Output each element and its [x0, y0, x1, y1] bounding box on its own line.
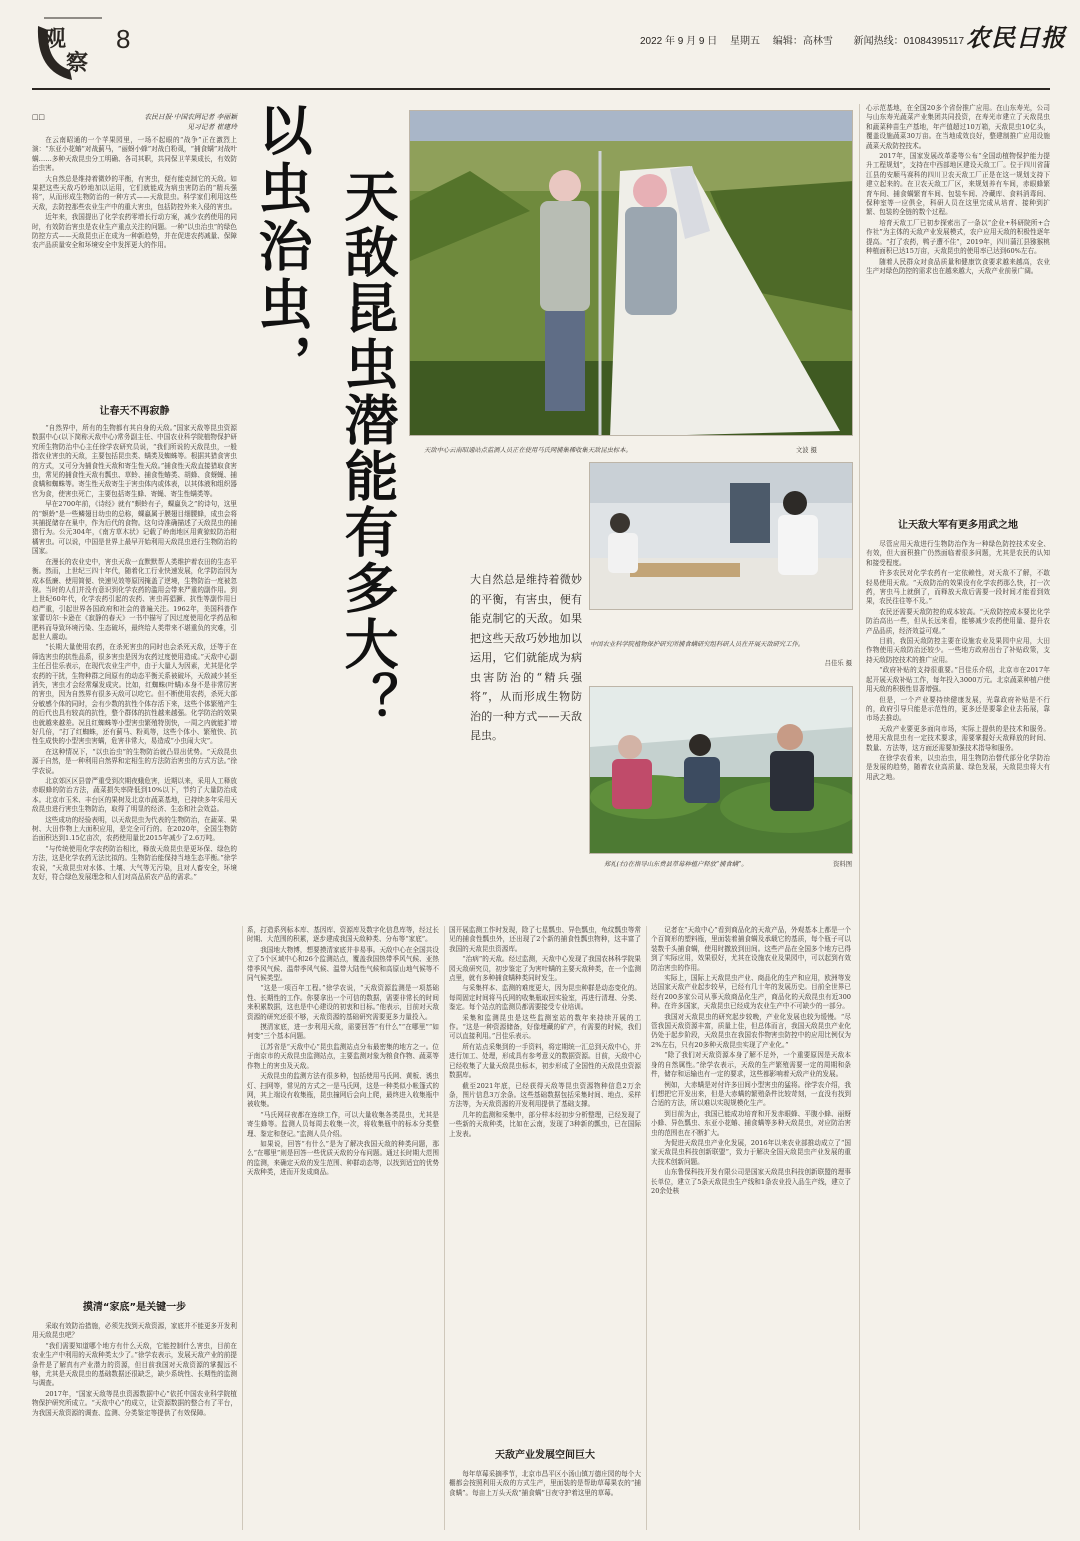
paragraph: 所有站点采集到的一手资料，将定期统一汇总到天敌中心，并进行加工、处理，形成具有参考意义的数据资源。目前，天敌中心已经收集了大量天敌昆虫标本，初步形成了全国性的天敌昆虫资源数据库。 — [449, 1042, 641, 1080]
paragraph: “与传统使用化学农药防治相比，释放天敌昆虫是更环保、绿色的方法，这是化学农药无法比拟的。生物防治能保持当地生态平衡。”徐学农说，“天敌昆虫对水体、土壤、大气等无污染，且对人畜安全，环境友好，符合绿色发展理念和人们对高品质农产品的需求。” — [32, 844, 237, 882]
paragraph: “治病”的天敌。经过监测，天敌中心发现了我国农林科学院果园天敌研究员，初步鉴定了为害叶螨的主要天敌种类，在一个监测点里，就有多种捕食螨种类同时发生。 — [449, 955, 641, 983]
paragraph: 目前，我国天敌防控主要在设施农业及果园中应用，大田作物使用天敌防治还较少。一些地方政府出台了补贴政策，支持天敌防控技术的推广应用。 — [866, 637, 1050, 664]
column-rule — [242, 926, 243, 1530]
paragraph: 在徐学农看来，以虫治虫，用生物防治替代部分化学防治是发展的趋势，随着农业高质量、绿色发展，天敌昆虫将大有用武之地。 — [866, 753, 1050, 781]
header-rule — [32, 88, 1050, 90]
paragraph: 天敌产业要更多面向市场，实际上提供的是技术和服务。使用天敌昆虫有一定技术要求，需要掌握好天敌释放的时间、数量、方法等，这方面还需要加强技术指导和服务。 — [866, 724, 1050, 752]
paragraph: 例如，大赤螨是对付许多田间小型害虫的猛将。徐学农介绍，我们想把它开发出来，但是大赤螨的繁殖条件比较苛刻，一直没有找到合适的方法，所以难以实现规模化生产。 — [651, 1080, 851, 1108]
col5-top-body — [866, 104, 1050, 492]
paragraph: 这些成功的经验表明，以天敌昆虫为代表的生物防治，在蔬菜、果树、大田作物上大面积应用，是完全可行的。在2020年，全国生物防治面积达到1.15亿亩次，农药使用量比2015年减少了2.6万吨。 — [32, 815, 237, 843]
photo-field-monitoring — [409, 110, 853, 436]
paragraph: 采取有效防治措施，必须先找到天敌资源，家底并不能更多开发利用天敌昆虫吧？ — [32, 1322, 237, 1340]
paragraph: 心示范基地，在全国20多个省份推广应用。在山东寿光，公司与山东寿光蔬菜产业集团共同投资，在寿光市建立了天敌昆虫和蔬菜种苗生产基地，年产值超过10万箱，天敌昆虫10亿头，覆盖设施蔬菜30万亩。在当地成效良好，整建制推广应用设施蔬菜天敌防控技术。 — [866, 104, 1050, 150]
col1-intro — [32, 136, 237, 364]
column-rule — [859, 104, 860, 1530]
paragraph: 2017年，国家发展改革委等公布“全国动植物保护能力提升工程规划”，支持在中西部地区建设天敌工厂。位于四川省蒲江县的安顺马赛科的四川卫农天敌工厂正是在这一规划支持下建立起来的。在卫农天敌工厂区，来规划养有车间，赤眼蜂繁育车间、捕食螨繁育车间、包装车间、冷藏库、食料消毒间、保种室等一应俱全，科研人员在这里完成从培育、接种到扩繁、包装的全链的数个过程。 — [866, 152, 1050, 217]
byline — [32, 112, 237, 132]
photo2-caption: 中国农业科学院植物保护研究所捕食螨研究组科研人员在开展天敌研究工作。 — [590, 641, 805, 648]
col3-body — [449, 926, 641, 1414]
subhead-deployment: 让天敌大军有更多用武之地 — [898, 520, 1018, 531]
byline-intern: 见习记者 崔建玲 — [187, 123, 237, 131]
paragraph: 与采集样本、监测的难度更大，因为昆虫种群是动态变化的。每周固定时间将马氏网的收集瓶取回实验室，再进行清理、分类、鉴定。每个站点的监测员都需要接受专业培训。 — [449, 984, 641, 1012]
subhead-industry: 天敌产业发展空间巨大 — [495, 1450, 595, 1461]
paragraph: “这是一项百年工程。”徐学农说，“天敌资源监测是一项基础性、长期性的工作。你要拿出一个可信的数据，需要非常长的时间来积累数据，这也是中心建设的初衷和目标。”他表示，目前对天敌资源的研究还很不够，天敌资源的基础研究需要更多力量投入。 — [247, 984, 439, 1021]
paragraph: 随着人民群众对食品质量和健康饮食要求越来越高，农业生产对绿色防控的需求也在越来越大，天敌产业前景广阔。 — [866, 257, 1050, 275]
paragraph: 大自然总是维持着微妙的平衡，有害虫，便有能克制它的天敌。如果把这些天敌巧妙地加以运用，它们就能成为病虫害防治的“精兵强将”，从而形成生物防治的一种方式——天敌昆虫。科学家们利用这些天敌，去防控那些农业生产中的重大害虫，包括防控外来入侵的害虫。 — [32, 174, 237, 211]
paragraph: 农民还需要天敌防控的成本较高。“天敌防控成本要比化学防治高出一些，但从长远来看，能够减少农药使用量、提升农产品品质，经济效益可观。” — [866, 607, 1050, 635]
section-title-char1: 观 — [44, 26, 67, 52]
paragraph: 但是，一个产业要持续健康发展，光靠政府补贴是不行的，政府引导只能是示范性的，更多还是要靠企业去拓展，靠市场去推动。 — [866, 695, 1050, 723]
photo1-caption: 天敌中心云南昭通站点监测人员正在使用马氏网捕集稀收集天敌昆虫标本。 — [424, 447, 632, 454]
header-info — [640, 32, 964, 47]
paragraph: 在漫长的农业史中，害虫天敌一直默默帮人类维护着农田的生态平衡。然而，上世纪三四十年代，随着化工行业快速发展，化学防治因为成本低廉、使用简便、快速见效等原因掩盖了逆境，生物防治一度被忽视。当时的人们并没有意识到化学农药的滥用会带来严重的副作用。到上世纪60年代，化学农药引起的农药、害虫再猖獗、抗性等副作用日趋严重，引起世界各国政府和社会的普遍关注。1962年，美国科普作家蕾切尔·卡逊在《寂静的春天》一书中描写了因过度使用化学药品和肥料而导致环境污染、生态破坏，最终给人类带来不堪重负的灾难，引起世人震动。 — [32, 557, 237, 641]
paragraph: “自然界中，所有的生物都有其自身的天敌。”国家天敌等昆虫资源数据中心(以下简称天敌中心)常务副主任、中国农业科学院植物保护研究所生物防治中心主任徐学农研究员说，“我们所说的天敌昆虫，一般指农业害虫的天敌，主要包括昆虫类、螨类及蜘蛛等。根据其猎食害虫的方式，又可分为捕食性天敌和寄生性天敌。”捕食性天敌直接猎取食害虫，常见的捕食性天敌有瓢虫、草蛉、捕食性蝽类、胡蜂、食蚜蝇、捕食螨和蜘蛛等。寄生性天敌寄生于害虫体内或体表，以其体液和组织器官为食，使害虫死亡，主要包括寄生蜂、寄蝇、寄生性螨类等。 — [32, 424, 237, 498]
section-title-char2: 察 — [66, 50, 89, 76]
photo3-caption: 郑礼(右)在指导山东费县草莓种植户释放“捕食螨”。 — [604, 861, 748, 868]
paragraph: “除了我们对天敌资源本身了解不足外，一个重要原因是天敌本身的自然属性。”徐学农表示，天敌的生产繁殖需要一定的周期和条件，储存和运输也有一定的要求，这些都影响着天敌产业的发展。 — [651, 1051, 851, 1079]
paragraph: 我国对天敌昆虫的研究起步较晚，产业化发展也较为缓慢。“尽管我国天敌资源丰富，质量上佳，但总体而言，我国天敌昆虫产业化仍处于起步阶段，天敌昆虫在我国农作物害虫防控中的应用比例仅为2%左右，只有20多种天敌昆虫实现了产业化。” — [651, 1012, 851, 1049]
paragraph: 我国地大物博，想要摸清家底并非易事。天敌中心在全国共设立了5个区域中心和26个监测站点，覆盖我国热带季风气候、亚热带季风气候、温带季风气候、温带大陆性气候和高原山地气候等不同气候类型。 — [247, 945, 439, 983]
subhead-spring: 让春天不再寂静 — [99, 406, 170, 417]
paragraph: 近年来，我国提出了化学农药零增长行动方案，减少农药使用的同时，有效防治害虫是农业生产重点关注的问题。一种“以虫治虫”的绿色防控方式——天敌昆虫正在成为一种新趋势，并在促进农药减量、保障农产品质量安全和环境安全中发挥更大的作用。 — [32, 213, 237, 250]
paragraph: 截至2021年底，已经获得天敌等昆虫资源物种信息2万余条，图片信息3万余条。这些基础数据包括采集时间、地点、采样方法等，为天敌资源的开发利用提供了基础支撑。 — [449, 1081, 641, 1109]
col4-body — [651, 926, 851, 1530]
column-rule — [646, 926, 647, 1530]
issue-date: 2022 年 9 月 9 日 — [640, 36, 718, 47]
pull-quote: 大自然总是维持着微妙的平衡，有害虫，便有能克制它的天敌。如果把这些天敌巧妙地加以运用，它们就能成为病虫害防治的“精兵强将”，从而形成生物防治的一种方式——天敌昆虫。 — [470, 573, 582, 742]
byline-reporter: 农民日报·中国农网记者 李丽颖 — [144, 113, 237, 121]
col5-s3-body — [866, 540, 1050, 1530]
paragraph: 2017年，“国家天敌等昆虫资源数据中心”依托中国农业科学院植物保护研究所成立。“天敌中心”的成立，让资源数据的整合有了平台，为我国天敌资源的调查、监测、分类鉴定等提供了有效保障。 — [32, 1389, 237, 1417]
issue-weekday: 星期五 — [730, 36, 761, 47]
col1-s1-body — [32, 424, 237, 969]
paragraph: 记者在“天敌中心”看到商品化的天敌产品，外观基本上都是一个个百简形的塑料瓶，里面装着捕食螨及承载它的基质，每个瓶子可以装数千头捕食螨，使用时撒放到田间。这些产品在全国多个地方已得到了实际应用，效果很好，尤其在设施农业及果园中，可以起到有效防治害虫的作用。 — [651, 926, 851, 972]
subhead-inventory: 摸清“家底”是关键一步 — [82, 1302, 187, 1313]
paragraph: 国开展监测工作时发现，除了七星瓢虫、异色瓢虫，龟纹瓢虫等常见的捕食性瓢虫外，还出现了2个新的捕食性瓢虫物种，这丰富了我国的天敌昆虫资源库。 — [449, 926, 641, 953]
hotline: 新闻热线：01084395117 — [853, 36, 965, 47]
headline-main: 以虫治虫， — [250, 102, 314, 392]
photo-strawberry-greenhouse — [589, 686, 853, 854]
paragraph: 北京郊区区县曾严重受到次期夜蛾危害，近期以来，采用人工释放赤眼蜂的防治方法，蔬菜损失率降低到10%以下，节约了大量防治成本。北京市玉米、丰台区的果树及北京市蔬菜基地，已持续多年采用天敌昆虫进行害虫生物防治，取得了明显的经济、生态和社会效益。 — [32, 777, 237, 814]
paragraph: 摸清家底，进一步利用天敌，需要回答“有什么”“在哪里”“如何变”三个基本问题。 — [247, 1023, 439, 1041]
photo3-credit: 资料图 — [833, 861, 852, 868]
photo2-credit: 吕佳乐 摄 — [824, 660, 852, 667]
column-rule — [444, 926, 445, 1530]
paragraph: 天敌昆虫的监测方法有很多种，包括使用马氏网、黄板、诱虫灯、扫网等，常见的方式之一是马氏网，这是一种类似小帐篷式的网，其上端设有收集瓶，昆虫撞网后会向上爬，最终进入收集瓶中被收集。 — [247, 1072, 439, 1109]
editor: 编辑：高林雪 — [772, 36, 833, 47]
photo1-credit: 文波 摄 — [796, 447, 817, 454]
paragraph: 每年草莓采摘季节，北京市昌平区小汤山镇万德庄园的每个大棚都会按照利用天敌的方式生产，里面装的是帮助草莓果农的“捕食螨”。每亩上万头天敌“捕食螨”日夜守护着这里的草莓。 — [449, 1470, 641, 1497]
photo-strawberry-greenhouse-image — [590, 687, 853, 854]
col2-body — [247, 926, 439, 1530]
paragraph: 为促进天敌昆虫产业化发展，2016年以来农业部推动成立了“国家天敌昆虫科技创新联盟”，致力于解决全国天敌昆虫产业发展的重大技术创新问题。 — [651, 1138, 851, 1166]
byline-mark: □□ — [32, 113, 45, 121]
paragraph: 培育天敌工厂已初步探索出了一条以“企业+科研院所+合作社”为主体的天敌产业发展模式，农户应用天敌的积极性逐年提高。“打了农药，鸭子遭不住”，2019年，四川蒲江县猕猴桃种植面积已达15万亩，天敌昆虫的使用率已达到60%左右。 — [866, 218, 1050, 256]
paragraph: “长期大量使用农药，在杀死害虫的同时也会杀死天敌，还等于在筛选害虫的抗性品系，很多害虫是因为农药过度使用造成。”天敌中心副主任吕佳乐表示，在现代农业生产中，由于大量人为因素，尤其是化学农药的干扰，生物种群之间原有的动态平衡关系被破坏，天敌减少甚至消失，害虫才会经常爆发成灾。比如，红蜘蛛(叶螨)本身不是非常厉害的害虫，因为自然界有很多天敌可以吃它。但不断使用农药，杀死大部分敏感个体的同时，会有少数的抗性个体存活下来，这些个体繁殖产生的后代也具有较高的抗性，整个群体的抗性越来越强。化学防治的效果也就越来越差。况且红蜘蛛等小型害虫繁殖特别快，一周之内就能扩增好几倍，“打了红蜘蛛，还有蓟马、粉虱等，这些个体小、繁殖快、抗性生成快的小型害虫害螨，危害非常大，易造成“小虫闹大灾”。 — [32, 643, 237, 746]
paragraph: “马氏网昼夜都在连续工作，可以大量收集各类昆虫，尤其是寄生蜂等。监测人员每周去收集一次，将收集瓶中的标本分类整理、鉴定和登记。”监测人员介绍。 — [247, 1110, 439, 1138]
paragraph: 到目前为止，我国已能成功培育和开发赤眼蜂、平腹小蜂、丽蚜小蜂、异色瓢虫、东亚小花蝽、捕食螨等多种天敌昆虫，对应防治害虫的范围也在不断扩大。 — [651, 1109, 851, 1137]
paragraph: 许多农民对化学农药有一定依赖性，对天敌不了解，不敢轻易使用天敌。“天敌防治的效果没有化学农药那么快，打一次药，害虫马上就倒了，而释放天敌后需要一段时间才能看到效果，农民往往等不及。” — [866, 569, 1050, 606]
col1-s2-body — [32, 1322, 237, 1530]
paragraph: 山东鲁保科技开发有限公司是国家天敌昆虫科技创新联盟的理事长单位，建立了5条天敌昆虫生产线和1条农业投入品生产线，建立了20余处核 — [651, 1168, 851, 1195]
photo-field-monitoring-image — [410, 111, 853, 436]
photo-lab-research — [589, 462, 853, 610]
paragraph: 江苏省是“天敌中心”昆虫监测站点分布最密集的地方之一。位于南京市的天敌昆虫监测站点，主要监测对象为粮食作物、蔬菜等作物上的害虫及天敌。 — [247, 1042, 439, 1070]
col3-s4-body — [449, 1470, 641, 1530]
page-number: 8 — [116, 24, 131, 54]
paragraph: 采集和监测昆虫是这些监测室站的数年来持续开展的工作。“这是一种资源储备，好像埋藏的矿产，有需要的时候，我们可以直接利用。”吕佳乐表示。 — [449, 1013, 641, 1041]
paragraph: 早在2700年前，《诗经》就有“螟蛉有子，蜾蠃负之”的诗句，这里的“螟蛉”是一些鳞翅目幼虫的总称，蜾蠃属于膜翅目细腰蜂，成虫会将其捕捉储存在巢中，作为后代的食物。这句诗准确描述了天敌昆虫的捕猎行为。公元304年，《南方草木状》记载了岭南地区用黄猄蚁防治柑橘害虫。可以说，中国是世界上最早开始利用天敌昆虫进行生物防治的国家。 — [32, 500, 237, 556]
paragraph: “我们需要知道哪个地方有什么天敌，它能控制什么害虫，目前在农业生产中利用的天敌种类太少了。”徐学农表示，发展天敌产业的前提条件是了解真有产业潜力的资源，但目前我国对天敌资源的掌握远不够，尤其是天敌昆虫的基础数据还很缺乏，缺少系统性、长期性的监测与调查。 — [32, 1341, 237, 1388]
paragraph: 如果说，回答“有什么”是为了解决我国天敌的种类问题，那么“在哪里”则是回答一些优质天敌的分布问题。通过长时期大范围的监测，来确定天敌的发生范围、种群动态等，以找到适宜的优势天敌种类，进而开发成商品。 — [247, 1139, 439, 1177]
paragraph: 实际上，国际上天敌昆虫产业、商品化的生产和应用，欧洲等发达国家天敌产业起步较早，已经有几十年的发展历史。目前全世界已经有200多家公司从事天敌商品化生产，商品化的天敌昆虫有近300种。在许多国家，天敌昆虫已经成为农业生产中不可缺少的一部分。 — [651, 974, 851, 1011]
paragraph: 在这种情况下，“以虫治虫”的生物防治就凸显出优势。“天敌昆虫源于自然，是一种利用自然界和定相生的方法防治害虫的方式方法。”徐学农说。 — [32, 747, 237, 775]
masthead-logo: 农民日报 — [966, 23, 1066, 52]
paragraph: 尽管应用天敌进行生物防治作为一种绿色防控技术安全、有效，但大面积推广仍然面临着很多问题，尤其是农民的认知和接受程度。 — [866, 540, 1050, 567]
paragraph: 系，打造系列标本库、基因库、资源库及数字化信息库等，经过长时期、大范围的积累，逐步建成我国天敌种类、分布等“家底”。 — [247, 926, 439, 944]
paragraph: 几年的监测和采集中，部分样本经初步分析整理，已经发现了一些新的天敌种类，比如在云南，发现了3种新的瓢虫，已在国际上发表。 — [449, 1110, 641, 1138]
photo-lab-research-image — [590, 463, 853, 610]
paragraph: “政府补贴的支持很重要。”吕佳乐介绍，北京市在2017年起开展天敌补贴工作，每年投入3000万元。北京蔬菜种植户使用天敌的积极性显著增强。 — [866, 666, 1050, 694]
paragraph: 在云南昭通的一个苹果园里，一场不起眼的“战争”正在激烈上演：“东亚小花蝽”对战蓟马，“丽蚜小蜂”对战白粉虱，“捕食螨”对战叶螨……多种天敌昆虫分工明确、各司其职，共同保卫苹果成长，有效防治虫害。 — [32, 136, 237, 173]
headline-sub: 天敌昆虫潜能有多大？ — [336, 168, 400, 728]
